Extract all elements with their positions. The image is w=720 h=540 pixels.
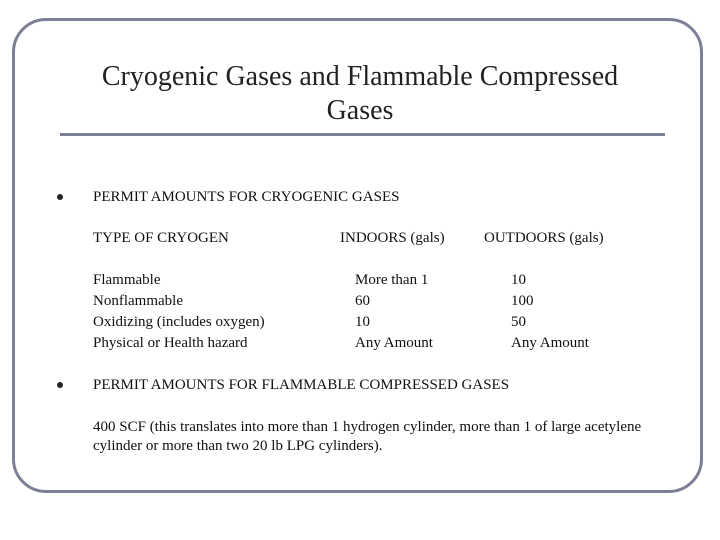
- title-line-2: Gases: [326, 95, 394, 126]
- table-cell-type: Oxidizing (includes oxygen): [93, 314, 265, 330]
- table-cell-type: Physical or Health hazard: [93, 335, 248, 351]
- table-cell-indoors: 60: [355, 293, 370, 309]
- table-cell-outdoors: 10: [511, 272, 526, 288]
- section-heading-cryogenic: PERMIT AMOUNTS FOR CRYOGENIC GASES: [93, 189, 400, 205]
- table-cell-indoors: 10: [355, 314, 370, 330]
- column-header-type: TYPE OF CRYOGEN: [93, 230, 229, 246]
- column-header-outdoors: OUTDOORS (gals): [484, 230, 604, 246]
- column-header-indoors: INDOORS (gals): [340, 230, 445, 246]
- section-heading-flammable: PERMIT AMOUNTS FOR FLAMMABLE COMPRESSED GASES: [93, 377, 510, 393]
- table-cell-indoors: Any Amount: [355, 335, 433, 351]
- table-cell-type: Nonflammable: [93, 293, 183, 309]
- table-cell-outdoors: 50: [511, 314, 526, 330]
- bullet-icon: [57, 382, 63, 388]
- table-cell-outdoors: Any Amount: [511, 335, 589, 351]
- title-line-1: Cryogenic Gases and Flammable Compressed: [101, 61, 619, 92]
- bullet-icon: [57, 194, 63, 200]
- section-body-flammable: 400 SCF (this translates into more than 1 hydrogen cylinder, more than 1 of large acetylene cylinder or more than two 20 lb LPG cylinders).: [93, 419, 642, 454]
- table-cell-outdoors: 100: [511, 293, 534, 309]
- table-cell-type: Flammable: [93, 272, 161, 288]
- table-cell-indoors: More than 1: [355, 272, 429, 288]
- title-divider: [60, 133, 665, 136]
- slide-title: [60, 60, 660, 128]
